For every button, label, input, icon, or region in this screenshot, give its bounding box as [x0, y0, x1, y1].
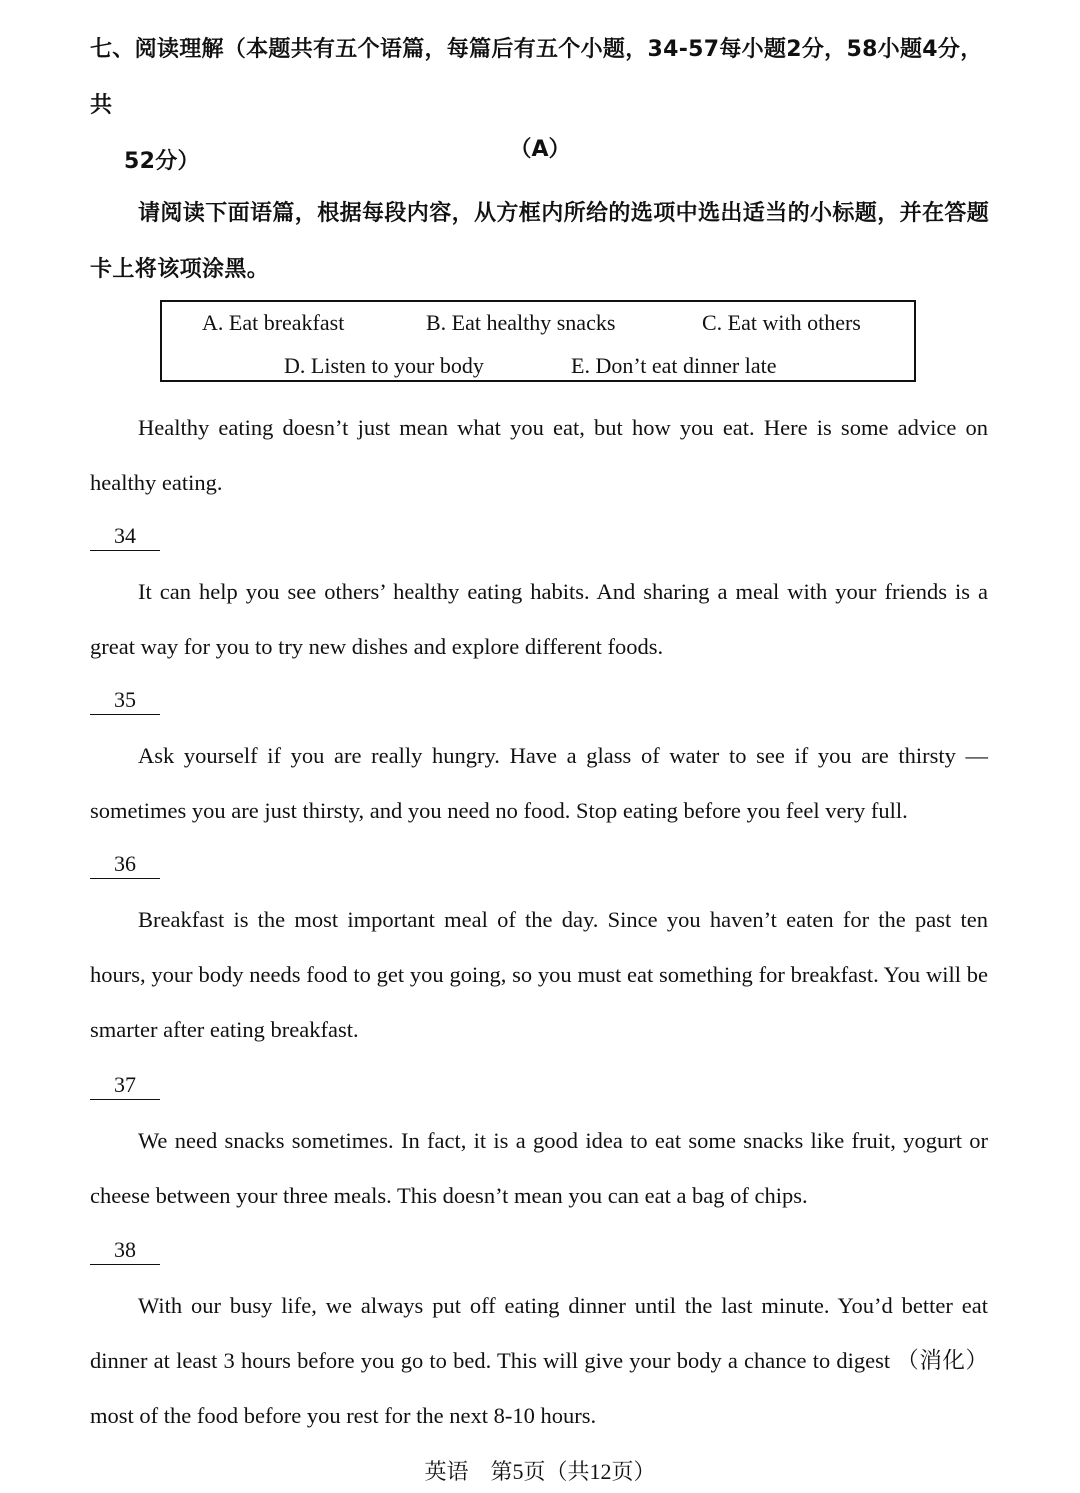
answer-blank-37: 37: [90, 1073, 160, 1100]
options-box: [160, 300, 916, 382]
answer-blank-38: 38: [90, 1238, 160, 1265]
option-b: B. Eat healthy snacks: [426, 310, 616, 335]
option-d: D. Listen to your body: [284, 353, 484, 378]
section-title-line-2: 52分）: [124, 149, 200, 174]
paragraph-37: We need snacks sometimes. In fact, it is a good idea to eat some snacks like fruit, yogurt or cheese between your three meals. This doesn’t mean you can eat a bag of chips.: [90, 1128, 988, 1208]
paragraph-36: Breakfast is the most important meal of the day. Since you haven’t eaten for the past ten hours, your body needs food to get you going, so you must eat something for breakfast. You will be smarter after eating breakfast.: [90, 907, 988, 1042]
answer-blank-35: 35: [90, 688, 160, 715]
option-e: E. Don’t eat dinner late: [571, 353, 777, 378]
option-c: C. Eat with others: [702, 310, 861, 335]
paragraph-34: It can help you see others’ healthy eating habits. And sharing a meal with your friends is a great way for you to try new dishes and explore different foods.: [90, 579, 988, 659]
directions-text: 请阅读下面语篇，根据每段内容，从方框内所给的选项中选出适当的小标题，并在答题卡上将该项涂黑。: [90, 201, 990, 282]
section-title: [90, 22, 995, 190]
intro-paragraph: Healthy eating doesn’t just mean what you eat, but how you eat. Here is some advice on healthy eating.: [90, 415, 988, 495]
section-title-line-1: 七、阅读理解（本题共有五个语篇，每篇后有五个小题，34-57每小题2分，58小题4分，共: [90, 37, 983, 118]
paragraph-38: With our busy life, we always put off eating dinner until the last minute. You’d better eat dinner at least 3 hours before you go to bed. This will give your body a chance to digest （消化）most of the food before you rest for the next 8-10 hours.: [90, 1293, 988, 1428]
part-label: （A）: [509, 137, 571, 162]
option-a: A. Eat breakfast: [202, 310, 345, 335]
answer-blank-34: 34: [90, 524, 160, 551]
paragraph-35: Ask yourself if you are really hungry. Have a glass of water to see if you are thirsty — sometimes you are just thirsty, and you need no food. Stop eating before you feel very full.: [90, 743, 988, 823]
page-footer: 英语 第5页（共12页）: [424, 1459, 656, 1484]
answer-blank-36: 36: [90, 852, 160, 879]
